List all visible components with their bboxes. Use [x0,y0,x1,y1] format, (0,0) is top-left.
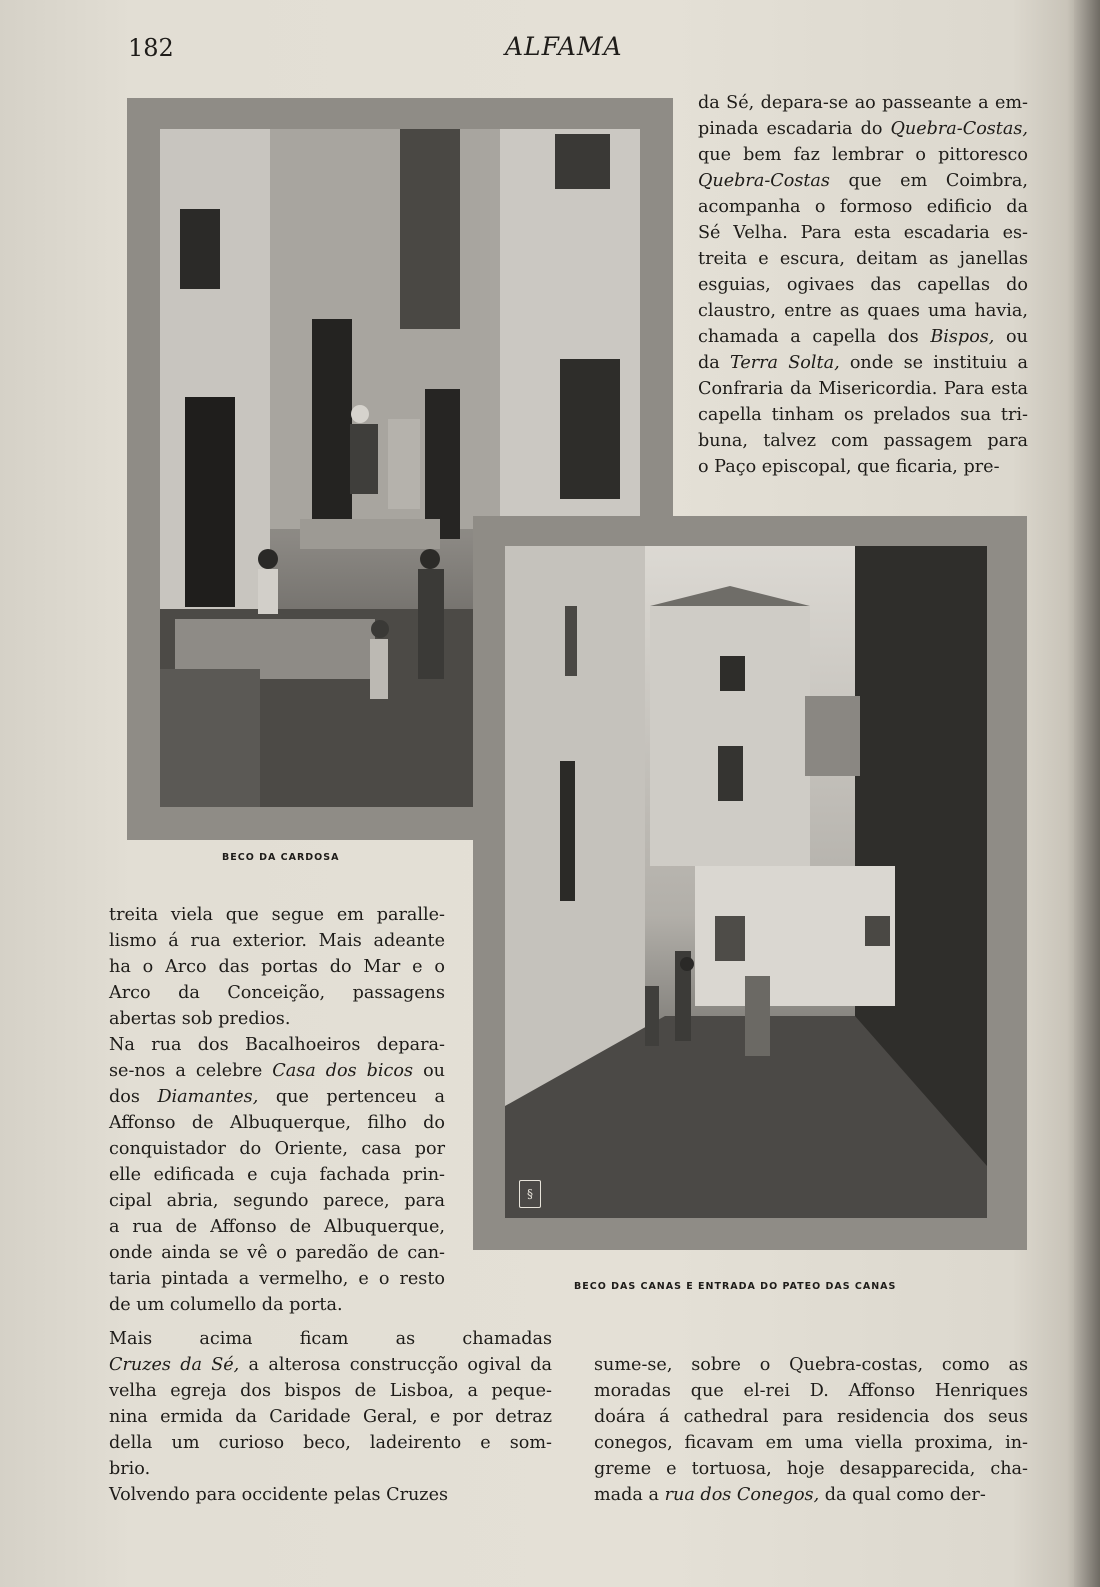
text-run: abertas sob predios. [109,1009,291,1029]
text-run: capella tinham os prelados sua tri- [698,405,1028,425]
text-line [698,142,1028,168]
text-run: conegos, ficavam em uma viella proxima, in- [594,1433,1028,1453]
text-run: da Sé, depara-se ao passeante a em- [698,93,1028,113]
text-line [109,1404,552,1430]
text-line [109,1006,445,1032]
text-line [698,246,1028,272]
text-line [109,1162,445,1188]
italic-run: Cruzes da Sé, [109,1355,240,1375]
text-run: da [698,353,730,373]
text-run: Volvendo para occidente pelas Cruzes [109,1485,449,1505]
text-line [109,902,445,928]
text-run: Confraria da Misericordia. Para esta [698,379,1028,399]
text-line [594,1352,1028,1378]
caption-beco-das-canas: BECO DAS CANAS E ENTRADA DO PATEO DAS CANAS [574,1281,897,1292]
text-line [109,1378,552,1404]
text-line [698,194,1028,220]
text-run: Affonso de Albuquerque, filho do [109,1113,445,1133]
page-number: 182 [128,34,174,62]
text-run: Sé Velha. Para esta escadaria es- [698,223,1028,243]
text-run: onde ainda se vê o paredão de can- [109,1243,445,1263]
text-run: conquistador do Oriente, casa por [109,1139,445,1159]
text-line [109,1058,445,1084]
text-run: onde se instituiu a [839,353,1028,373]
text-line [109,1482,552,1508]
text-line [698,376,1028,402]
text-run: buna, talvez com passagem para [698,431,1028,451]
text-line [109,1110,445,1136]
text-run: treita e escura, deitam as janellas [698,249,1028,269]
caption-beco-da-cardosa: BECO DA CARDOSA [222,852,340,863]
text-run: que pertenceu a [258,1087,445,1107]
text-line [109,1136,445,1162]
text-line [109,1266,445,1292]
text-line [109,980,445,1006]
text-line [698,168,1028,194]
text-run: pinada escadaria do [698,119,891,139]
text-run: Mais acima ficam as chamadas [109,1329,552,1349]
text-line [698,350,1028,376]
text-line [109,1430,552,1456]
text-line [698,220,1028,246]
text-line [594,1378,1028,1404]
text-line [594,1430,1028,1456]
text-line [109,1214,445,1240]
text-run: se-nos a celebre [109,1061,273,1081]
page-edge [1074,0,1100,1587]
text-run: elle edificada e cuja fachada prin- [109,1165,445,1185]
text-line [109,1326,552,1352]
text-run: que bem faz lembrar o pittoresco [698,145,1028,165]
text-line [698,90,1028,116]
text-column-right-top [698,90,1028,480]
text-run: sume-se, sobre o Quebra-costas, como as [594,1355,1028,1375]
text-column-left-bottom [109,1326,552,1508]
text-run: chamada a capella dos [698,327,931,347]
text-line [109,1292,445,1318]
text-line [594,1404,1028,1430]
text-run: cipal abria, segundo parece, para [109,1191,445,1211]
text-run: moradas que el-rei D. Affonso Henriques [594,1381,1028,1401]
text-column-right-bottom [594,1352,1028,1508]
text-run: esguias, ogivaes das capellas do [698,275,1028,295]
text-run: ha o Arco das portas do Mar e o [109,957,445,977]
italic-run: Casa dos bicos [272,1061,414,1081]
text-run: da qual como der- [819,1485,986,1505]
text-run: dos [109,1087,158,1107]
text-line [109,1456,552,1482]
italic-run: Diamantes, [157,1087,259,1107]
text-run: brio. [109,1459,151,1479]
text-run: a alterosa construcção ogival da [239,1355,552,1375]
text-run: doára á cathedral para residencia dos seus [594,1407,1028,1427]
text-line [109,1188,445,1214]
italic-run: Quebra-Costas [698,171,830,191]
text-line [109,954,445,980]
italic-run: Bispos, [930,327,995,347]
text-run: o Paço episcopal, que ficaria, pre- [698,457,1000,477]
text-run: a rua de Affonso de Albuquerque, [109,1217,445,1237]
text-run: ou [413,1061,445,1081]
text-run: ou [994,327,1028,347]
text-line [109,1032,445,1058]
text-run: de um columello da porta. [109,1295,343,1315]
text-run: della um curioso beco, ladeirento e som- [109,1433,552,1453]
text-line [698,272,1028,298]
running-title: ALFAMA [505,32,623,61]
text-run: nina ermida da Caridade Geral, e por detraz [109,1407,552,1427]
text-line [594,1482,1028,1508]
italic-run: rua dos Conegos, [664,1485,820,1505]
italic-run: Quebra-Costas, [890,119,1028,139]
text-line [698,428,1028,454]
text-line [698,324,1028,350]
photographer-monogram: § [519,1180,541,1208]
text-run: lismo á rua exterior. Mais adeante [109,931,445,951]
italic-run: Terra Solta, [729,353,840,373]
text-line [594,1456,1028,1482]
text-run: taria pintada a vermelho, e o resto [109,1269,445,1289]
text-run: greme e tortuosa, hoje desapparecida, cha- [594,1459,1028,1479]
text-run: velha egreja dos bispos de Lisboa, a peque- [109,1381,552,1401]
text-column-left-middle [109,902,445,1318]
text-line [109,1352,552,1378]
text-run: acompanha o formoso edificio da [698,197,1028,217]
text-line [109,928,445,954]
text-run: claustro, entre as quaes uma havia, [698,301,1028,321]
text-line [109,1240,445,1266]
text-run: que em Coimbra, [829,171,1028,191]
text-line [698,116,1028,142]
text-line [698,454,1028,480]
text-run: mada a [594,1485,665,1505]
text-run: treita viela que segue em paralle- [109,905,445,925]
text-line [698,402,1028,428]
text-run: Arco da Conceição, passagens [109,983,445,1003]
photo-beco-das-canas [505,546,987,1218]
text-line [698,298,1028,324]
text-run: Na rua dos Bacalhoeiros depara- [109,1035,445,1055]
text-line [109,1084,445,1110]
